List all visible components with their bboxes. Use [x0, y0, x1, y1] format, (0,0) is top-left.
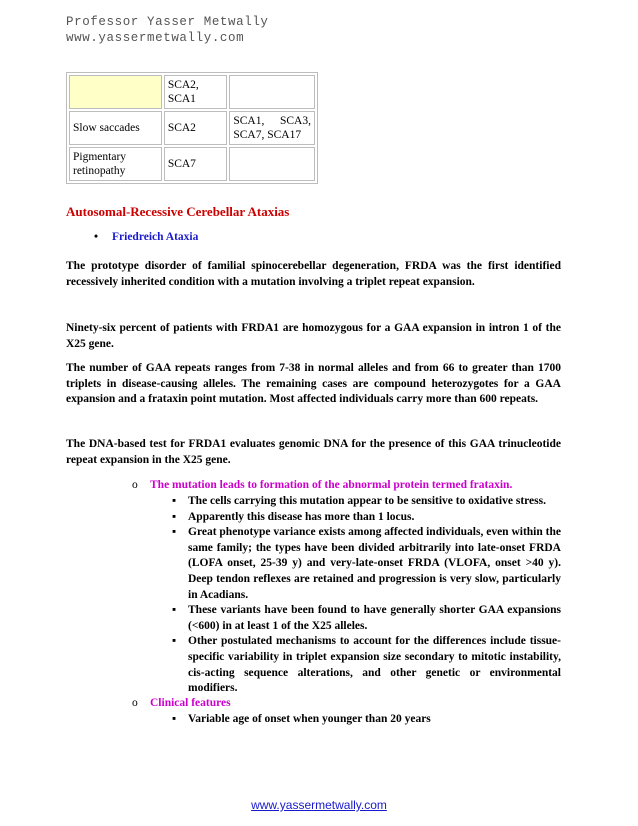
list-item: ▪ The cells carrying this mutation appear to be sensitive to oxidative stress.: [172, 494, 561, 510]
table-cell: Pigmentary retinopathy: [69, 147, 162, 181]
sub-list: [172, 494, 561, 697]
table-cell: [69, 75, 162, 109]
table-cell: SCA2: [164, 111, 228, 145]
page-footer: [0, 798, 638, 812]
sub-item: [132, 696, 231, 712]
table-cell: [229, 75, 315, 109]
header-website: www.yassermetwally.com: [66, 31, 245, 45]
page-header: [66, 14, 269, 46]
table-row: [69, 111, 315, 145]
header-author: Professor Yasser Metwally: [66, 15, 269, 29]
table-cell: SCA1, SCA3, SCA7, SCA17: [229, 111, 315, 145]
table-cell: Slow saccades: [69, 111, 162, 145]
list-item: ▪ Apparently this disease has more than 1 locus.: [172, 510, 561, 526]
table-cell: SCA2, SCA1: [164, 75, 228, 109]
paragraph: Ninety-six percent of patients with FRDA1 are homozygous for a GAA expansion in intron 1 of the X25 gene.: [66, 322, 561, 350]
square-bullet-icon: ▪: [172, 604, 177, 617]
table-row: [69, 147, 315, 181]
sca-table: [66, 72, 318, 184]
sub-list: [172, 712, 561, 728]
sub-item: [132, 478, 512, 494]
square-bullet-icon: ▪: [172, 635, 177, 648]
list-item: ▪ Variable age of onset when younger than 20 years: [172, 712, 561, 728]
table-cell: SCA7: [164, 147, 228, 181]
circle-bullet-icon: o: [132, 479, 138, 491]
list-item: ▪ Great phenotype variance exists among affected individuals, even within the same family; the types have been divided arbitrarily into late-onset FRDA (LOFA onset, 25-39 y) and very-late-onset FRDA (VLOFA, onset >40 y). Deep tendon reflexes are retained and progression is very slow, particularly in Acadians.: [172, 526, 561, 601]
circle-bullet-icon: o: [132, 697, 138, 709]
square-bullet-icon: ▪: [172, 713, 177, 725]
footer-link[interactable]: www.yassermetwally.com: [251, 798, 387, 812]
bullet-item: [94, 231, 198, 243]
bullet-icon: •: [94, 231, 99, 243]
square-bullet-icon: ▪: [172, 526, 177, 539]
list-item: ▪ These variants have been found to have generally shorter GAA expansions (<600) in at least 1 of the X25 alleles.: [172, 604, 561, 632]
section-title: Autosomal-Recessive Cerebellar Ataxias: [66, 204, 290, 219]
paragraph: The number of GAA repeats ranges from 7-38 in normal alleles and from 66 to greater than 1700 triplets in disease-causing alleles. The remaining cases are compound heterozygotes for a GAA expansion and a frataxin point mutation. Most affected individuals carry more than 600 repeats.: [66, 362, 561, 406]
sub-item-title: The mutation leads to formation of the abnormal protein termed frataxin.: [150, 479, 513, 491]
list-item: ▪ Other postulated mechanisms to account for the differences include tissue-specific variability in triplet expansion size secondary to mitotic instability, cis-acting sequence alterations, and other genetic or environmental modifiers.: [172, 635, 561, 695]
square-bullet-icon: ▪: [172, 495, 177, 507]
table-row: [69, 75, 315, 109]
table-cell: [229, 147, 315, 181]
sub-item-title: Clinical features: [150, 697, 231, 709]
paragraph: The DNA-based test for FRDA1 evaluates genomic DNA for the presence of this GAA trinucleotide repeat expansion in the X25 gene.: [66, 438, 561, 466]
paragraph: The prototype disorder of familial spinocerebellar degeneration, FRDA was the first identified recessively inherited condition with a mutation involving a triplet repeat expansion.: [66, 260, 561, 288]
square-bullet-icon: ▪: [172, 510, 177, 523]
bullet-label: Friedreich Ataxia: [112, 231, 199, 243]
